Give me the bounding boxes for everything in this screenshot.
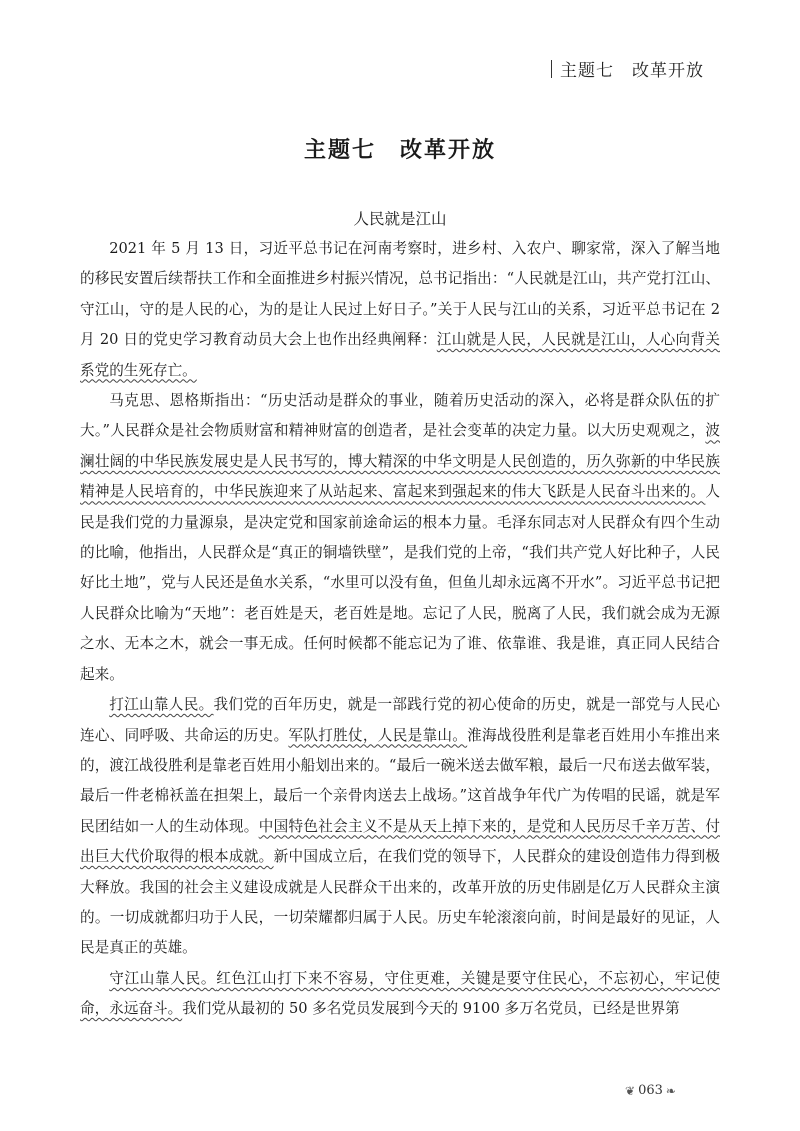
running-header-title: 主题七 改革开放 [560, 61, 704, 81]
running-header [551, 56, 704, 81]
ornament-right-icon: ❧ [665, 1083, 676, 1098]
underlined-text: 江山就是人民，人民就是江山，人心向背关系党的生死存亡。 [80, 331, 720, 379]
paragraph-text: 马克思、恩格斯指出：“历史活动是群众的事业，随着历史活动的深入，必将是群众队伍的扩大。”人民群众是社会物质财富和精神财富的创造者，是社会变革的决定力量。以大历史观观之， [80, 392, 720, 440]
paragraph-text: 淮海战役胜利是靠老百姓用小车推出来的，渡江战役胜利是靠老百姓用小船划出来的。“最后一碗米送去做军粮，最后一尺布送去做军装，最后一件老棉袄盖在担架上，最后一个亲骨肉送去上战场。”这首战争年代广为传唱的民谣，就是军民团结如一人的生动体现。 [80, 726, 720, 835]
paragraph [80, 690, 720, 964]
underlined-text: 军队打胜仗，人民是靠山。 [288, 726, 468, 744]
paragraph [80, 964, 720, 1025]
article-body [80, 204, 720, 1025]
paragraph-list [80, 234, 720, 1025]
paragraph-text: 我们党的百年历史，就是一部践行党的初心使命的历史，就是一部党与人民心连心、同呼吸、共命运的历史。 [80, 696, 720, 744]
section-title: 人民就是江山 [353, 210, 447, 228]
paragraph-text: 人民是我们党的力量源泉，是决定党和国家前途命运的根本力量。毛泽东同志对人民群众有四个生动的比喻，他指出，人民群众是“真正的铜墙铁壁”，是我们党的上帝，“我们共产党人好比种子，人民好比土地”，党与人民还是鱼水关系，“水里可以没有鱼，但鱼儿却永远离不开水”。习近平总书记把人民群众比喻为“天地”：老百姓是天，老百姓是地。忘记了人民，脱离了人民，我们就会成为无源之水、无本之木，就会一事无成。任何时候都不能忘记为了谁、依靠谁、我是谁，真正同人民结合起来。 [80, 483, 720, 683]
underlined-text: 守江山靠人民。 [109, 969, 217, 987]
page-number: 063 [638, 1083, 663, 1098]
paragraph-text: 2021 年 5 月 13 日，习近平总书记在河南考察时，进乡村、入农户、聊家常，深入了解当地的移民安置后续帮扶工作和全面推进乡村振兴情况，总书记指出：“人民就是江山，共产党打江山、守江山，守的是人民的心，为的是让人民过上好日子。”关于人民与江山的关系，习近平总书记在 2 月 20 日的党史学习教育动员大会上也作出经典阐释： [80, 240, 720, 349]
paragraph [80, 386, 720, 690]
chapter-title: 主题七 改革开放 [303, 138, 496, 163]
underlined-text: 波澜壮阔的中华民族发展史是人民书写的，博大精深的中华文明是人民创造的，历久弥新的中华民族精神是人民培育的，中华民族迎来了从站起来、富起来到强起来的伟大飞跃是人民奋斗出来的。 [80, 422, 720, 501]
paragraph-text: 新中国成立后，在我们党的领导下，人民群众的建设创造伟力得到极大释放。我国的社会主义建设成就是人民群众干出来的，改革开放的历史伟剧是亿万人民群众主演的。一切成就都归功于人民，一切荣耀都归属于人民。历史车轮滚滚向前，时间是最好的见证，人民是真正的英雄。 [80, 848, 720, 957]
underlined-text: 红色江山打下来不容易，守住更难，关键是要守住民心，不忘初心，牢记使命，永远奋斗。 [80, 969, 720, 1018]
underlined-text: 中国特色社会主义不是从天上掉下来的，是党和人民历尽千辛万苦、付出巨大代价取得的根本成就。 [80, 817, 720, 866]
paragraph-text: 我们党从最初的 50 多名党员发展到今天的 9100 多万名党员，已经是世界第 [182, 1000, 680, 1018]
header-divider [551, 60, 552, 78]
underlined-text: 打江山靠人民。 [109, 696, 214, 714]
ornament-left-icon: ❦ [625, 1083, 636, 1098]
paragraph [80, 234, 720, 386]
page-number-block [622, 1083, 679, 1098]
